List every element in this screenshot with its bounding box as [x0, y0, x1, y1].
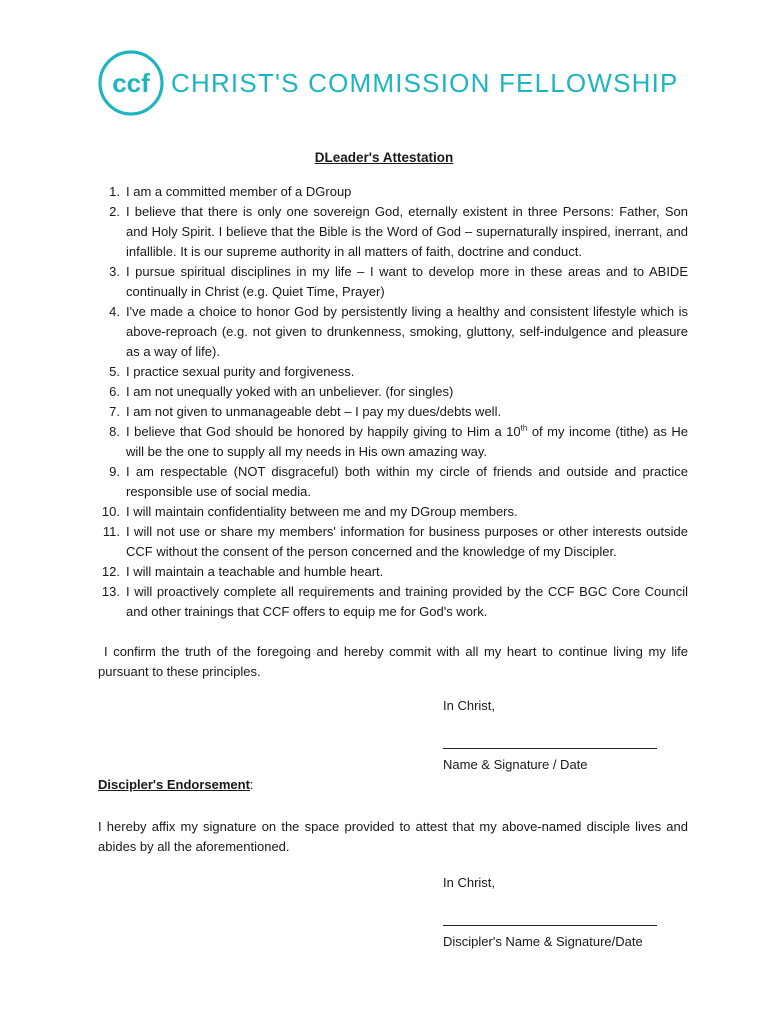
- endorsement-paragraph: I hereby affix my signature on the space provided to attest that my above-named disciple lives and abides by all the aforementioned.: [98, 819, 688, 854]
- list-item: 8. I believe that God should be honored by happily giving to Him a 10th of my income (tithe) as He will be the one to supply all my needs in His own amazing way.: [109, 423, 688, 459]
- list-item: 7. I am not given to unmanageable debt – I pay my dues/debts well.: [109, 404, 502, 419]
- list-item: 10. I will maintain confidentiality between me and my DGroup members.: [101, 504, 518, 519]
- discipler-signature-block: [443, 873, 673, 952]
- signature-line: [443, 925, 657, 926]
- ccf-logo: [97, 47, 165, 119]
- attestation-list: [98, 182, 688, 622]
- closing-text: In Christ,: [443, 698, 496, 713]
- list-item: 2. I believe that there is only one sovereign God, eternally existent in three Persons: Father, Son and Holy Spirit. I believe that the Bible is the Word of God – supernaturally inspired, inerrant, and infallible. It is our supreme authority in all matters of faith, doctrine and conduct.: [109, 204, 688, 259]
- letterhead: [97, 46, 679, 120]
- closing-text: In Christ,: [443, 875, 496, 890]
- endorsement-heading: Discipler's Endorsement:: [98, 777, 254, 792]
- organization-name: CHRIST'S COMMISSION FELLOWSHIP: [171, 67, 679, 98]
- list-item: 5. I practice sexual purity and forgiveness.: [109, 364, 355, 379]
- list-item: 3. I pursue spiritual disciplines in my life – I want to develop more in these areas and to ABIDE continually in Christ (e.g. Quiet Time, Prayer): [109, 264, 688, 299]
- list-item: 11. I will not use or share my members' information for business purposes or other interests outside CCF without the consent of the person concerned and the knowledge of my Discipler.: [102, 524, 688, 559]
- list-item: 6. I am not unequally yoked with an unbeliever. (for singles): [109, 384, 454, 399]
- signature-line: [443, 748, 657, 749]
- document-title-text: DLeader's Attestation: [314, 150, 454, 165]
- confirmation-paragraph: I confirm the truth of the foregoing and hereby commit with all my heart to continue living my life pursuant to these principles.: [98, 644, 688, 679]
- logo-text: ccf: [112, 68, 150, 98]
- list-item: 12. I will maintain a teachable and humble heart.: [101, 564, 384, 579]
- document-title: [0, 150, 768, 165]
- list-item: 1. I am a committed member of a DGroup: [109, 184, 352, 199]
- leader-signature-block: [443, 696, 673, 775]
- signature-caption: Discipler's Name & Signature/Date: [443, 934, 643, 949]
- list-item: 4. I've made a choice to honor God by persistently living a healthy and consistent lifestyle which is above-reproach (e.g. not given to drunkenness, smoking, gluttony, self-indulgence and pleasure as a way of life).: [109, 304, 688, 359]
- signature-caption: Name & Signature / Date: [443, 757, 588, 772]
- list-item: 13. I will proactively complete all requirements and training provided by the CCF BGC Core Council and other trainings that CCF offers to equip me for God's work.: [101, 584, 688, 619]
- list-item: 9. I am respectable (NOT disgraceful) both within my circle of friends and outside and practice responsible use of social media.: [109, 464, 688, 499]
